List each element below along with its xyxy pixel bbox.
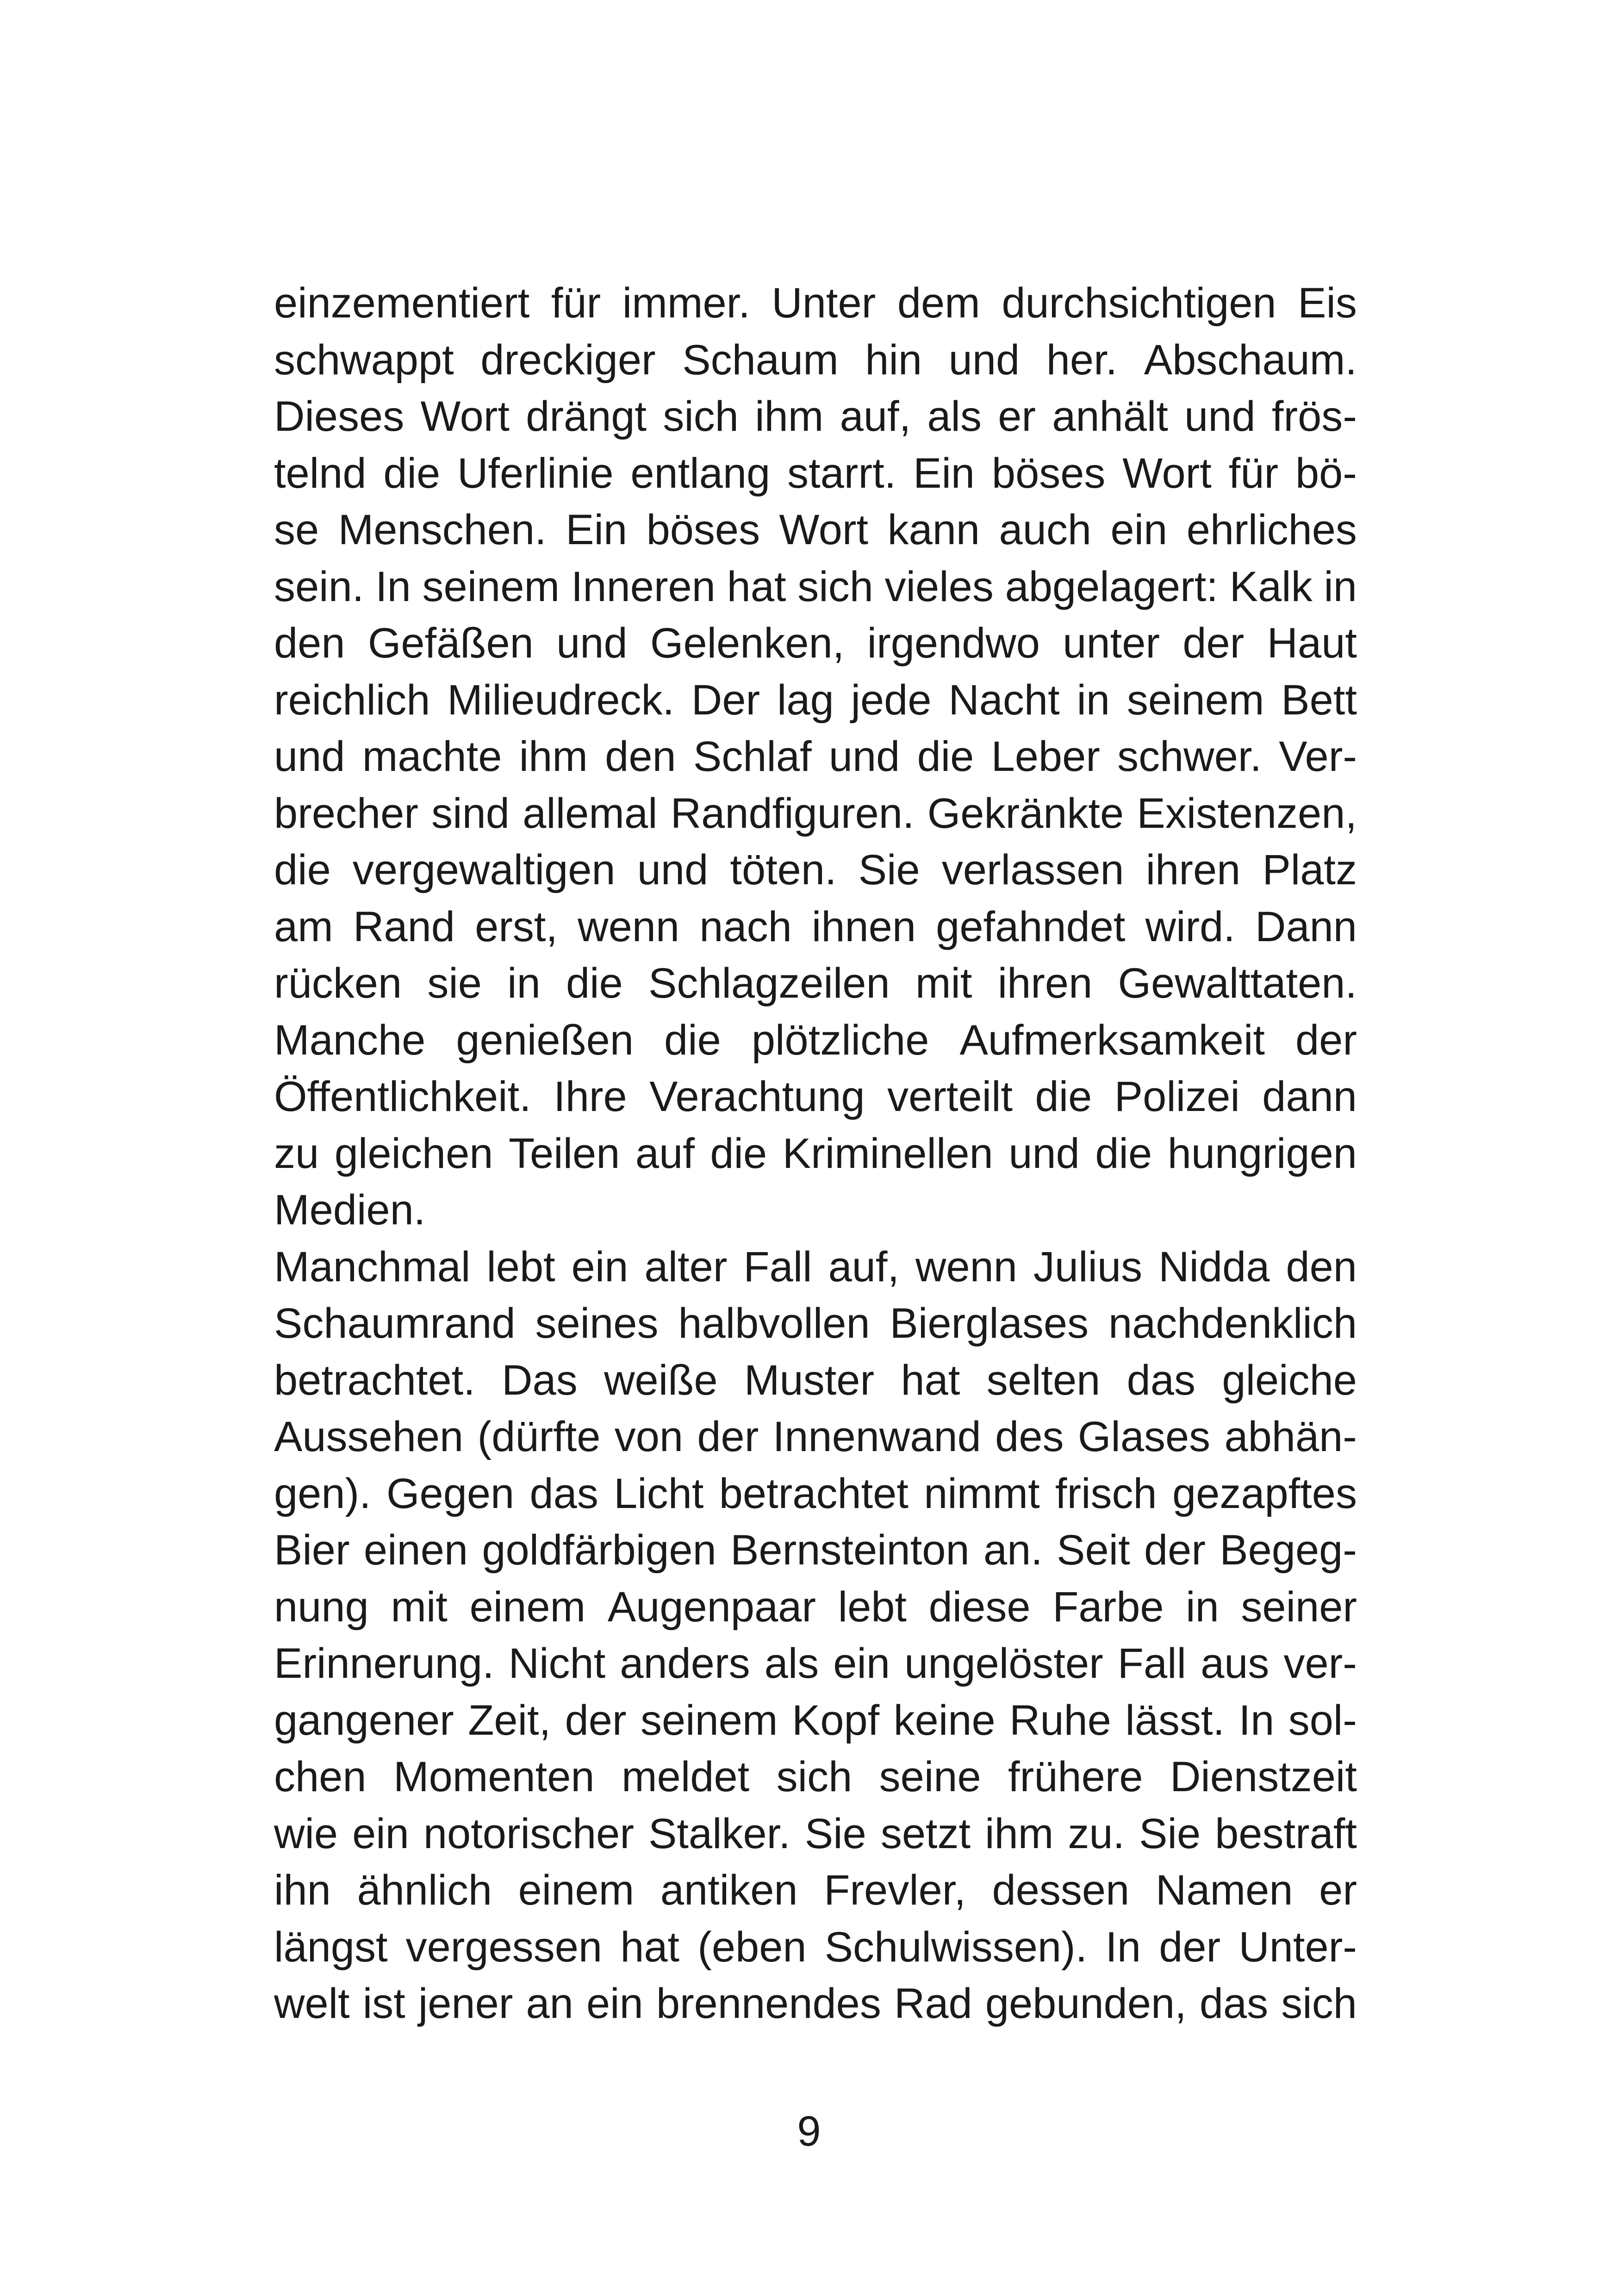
word: meldet bbox=[622, 1753, 750, 1800]
word: Schulwissen). bbox=[824, 1923, 1088, 1971]
word: Ver- bbox=[1279, 733, 1357, 780]
word: gleichen bbox=[334, 1129, 493, 1177]
word: lag bbox=[777, 676, 834, 724]
word: Ein bbox=[566, 506, 628, 553]
word: längst bbox=[274, 1923, 388, 1971]
word: ehrliches bbox=[1186, 506, 1357, 553]
word: zu bbox=[274, 1129, 319, 1177]
word: entlang bbox=[630, 449, 771, 497]
word: Leber bbox=[991, 733, 1100, 780]
word: er bbox=[998, 393, 1036, 440]
word: auf bbox=[635, 1129, 695, 1177]
word: se bbox=[274, 506, 319, 553]
text-line bbox=[274, 275, 1357, 332]
word: einem bbox=[518, 1867, 635, 1914]
word: kann bbox=[887, 506, 980, 553]
text-line bbox=[274, 785, 1357, 842]
word: notorischer bbox=[423, 1810, 634, 1857]
word: Ein bbox=[913, 449, 975, 497]
word: Gegen bbox=[386, 1470, 515, 1517]
word: am bbox=[274, 903, 333, 950]
word: die bbox=[383, 449, 441, 497]
word: hungrigen bbox=[1167, 1129, 1357, 1177]
word: Frevler, bbox=[824, 1867, 966, 1914]
word: Randfiguren. bbox=[670, 789, 915, 837]
word: Gefäßen bbox=[367, 620, 534, 667]
word: frisch bbox=[1055, 1470, 1157, 1517]
word: und bbox=[1184, 393, 1256, 440]
text-line bbox=[274, 332, 1357, 389]
word: böses bbox=[991, 449, 1106, 497]
word: die bbox=[274, 846, 331, 894]
word: unter bbox=[1063, 620, 1160, 667]
word: Gekränkte bbox=[927, 789, 1124, 837]
word: ihm bbox=[985, 1810, 1054, 1857]
word: her. bbox=[1046, 336, 1118, 384]
word: Bett bbox=[1281, 676, 1357, 724]
word: und bbox=[637, 846, 709, 894]
word: Eis bbox=[1298, 279, 1357, 327]
word: Sie bbox=[1139, 1810, 1201, 1857]
word: für bbox=[551, 279, 601, 327]
word: Wort bbox=[779, 506, 869, 553]
text-line bbox=[274, 1975, 1357, 2032]
word: brecher bbox=[274, 789, 418, 837]
word: als bbox=[764, 1640, 819, 1687]
word: Ihre bbox=[554, 1073, 627, 1120]
word: irgendwo bbox=[867, 620, 1040, 667]
word: der bbox=[1295, 1016, 1357, 1064]
word: Dann bbox=[1255, 903, 1357, 950]
word: ein bbox=[833, 1640, 890, 1687]
text-line bbox=[274, 1635, 1357, 1692]
word: das bbox=[529, 1470, 598, 1517]
word: an. bbox=[983, 1527, 1043, 1574]
word: allemal bbox=[523, 789, 658, 837]
word: aus bbox=[1201, 1640, 1270, 1687]
word: wenn bbox=[915, 1243, 1017, 1291]
word: wenn bbox=[578, 903, 680, 950]
word: Aussehen bbox=[274, 1413, 464, 1460]
text-line bbox=[274, 1749, 1357, 1806]
word: Uferlinie bbox=[457, 449, 614, 497]
word: Muster bbox=[744, 1356, 875, 1404]
word: Begeg- bbox=[1220, 1527, 1357, 1574]
word: der bbox=[697, 1413, 759, 1460]
word: Milieudreck. bbox=[447, 676, 675, 724]
word: lässt. bbox=[1125, 1696, 1225, 1744]
word: Manchmal bbox=[274, 1243, 471, 1291]
word: die bbox=[664, 1016, 721, 1064]
word: mit bbox=[391, 1583, 448, 1631]
word: gebunden, bbox=[985, 1980, 1187, 2027]
word: ein bbox=[352, 1810, 409, 1857]
word: Nidda bbox=[1158, 1243, 1270, 1291]
word: Polizei bbox=[1114, 1073, 1240, 1120]
word: seines bbox=[535, 1300, 659, 1347]
word: Kalk bbox=[1229, 563, 1313, 610]
word: ihnen bbox=[811, 903, 916, 950]
word: Inneren bbox=[571, 563, 716, 610]
word: ihren bbox=[1145, 846, 1241, 894]
word: gefahndet bbox=[936, 903, 1126, 950]
word: Momenten bbox=[393, 1753, 595, 1800]
word: dessen bbox=[992, 1867, 1130, 1914]
word: ist bbox=[362, 1980, 405, 2027]
word: Farbe bbox=[1052, 1583, 1164, 1631]
word: Seit bbox=[1057, 1527, 1130, 1574]
word: auf, bbox=[840, 393, 911, 440]
word: anhält bbox=[1052, 393, 1168, 440]
word: Augenpaar bbox=[607, 1583, 816, 1631]
word: abhän- bbox=[1224, 1413, 1357, 1460]
word: nachdenklich bbox=[1108, 1300, 1357, 1347]
word: bestraft bbox=[1215, 1810, 1357, 1857]
word: zu. bbox=[1068, 1810, 1125, 1857]
word: die bbox=[1095, 1129, 1152, 1177]
word: diese bbox=[928, 1583, 1031, 1631]
word: Platz bbox=[1262, 846, 1357, 894]
word: chen bbox=[274, 1753, 367, 1800]
word: In bbox=[1238, 1696, 1275, 1744]
word: telnd bbox=[274, 449, 367, 497]
word: ähnlich bbox=[357, 1867, 492, 1914]
word: in bbox=[507, 960, 541, 1007]
word: Sie bbox=[804, 1810, 866, 1857]
word: und bbox=[274, 733, 345, 780]
word: seinem bbox=[1126, 676, 1264, 724]
word: den bbox=[274, 620, 345, 667]
word: Schlagzeilen bbox=[648, 960, 890, 1007]
word: plötzliche bbox=[751, 1016, 929, 1064]
word: halbvollen bbox=[678, 1300, 870, 1347]
word: und bbox=[828, 733, 900, 780]
word: Kopf bbox=[791, 1696, 880, 1744]
word: ver- bbox=[1283, 1640, 1357, 1687]
text-line bbox=[274, 1125, 1357, 1182]
word: Das bbox=[502, 1356, 578, 1404]
word: ein bbox=[571, 1243, 629, 1291]
word: hat bbox=[620, 1923, 680, 1971]
text-line bbox=[274, 1295, 1357, 1352]
text-line bbox=[274, 1919, 1357, 1976]
word: Glases bbox=[1077, 1413, 1211, 1460]
word: gangener bbox=[274, 1696, 454, 1744]
word: töten. bbox=[730, 846, 837, 894]
word: schwappt bbox=[274, 336, 454, 384]
text-line bbox=[274, 1692, 1357, 1749]
word: Unter bbox=[772, 279, 876, 327]
word: den bbox=[1286, 1243, 1357, 1291]
word: hat bbox=[727, 563, 786, 610]
word: Wort bbox=[1122, 449, 1212, 497]
word: sein. bbox=[274, 563, 364, 610]
word: Verachtung bbox=[649, 1073, 865, 1120]
word: seinem bbox=[640, 1696, 778, 1744]
word: sol- bbox=[1288, 1696, 1357, 1744]
word: Rand bbox=[353, 903, 455, 950]
text-line bbox=[274, 955, 1357, 1012]
word: und bbox=[556, 620, 628, 667]
word: seine bbox=[879, 1753, 981, 1800]
text-line bbox=[274, 502, 1357, 558]
word: Licht bbox=[614, 1470, 704, 1517]
word: bö- bbox=[1295, 449, 1357, 497]
word: verteilt bbox=[887, 1073, 1013, 1120]
word: Bierglases bbox=[890, 1300, 1089, 1347]
word: (dürfte bbox=[477, 1413, 601, 1460]
word: und bbox=[1008, 1129, 1080, 1177]
word: Haut bbox=[1267, 620, 1357, 667]
text-line bbox=[274, 1522, 1357, 1579]
word: weiße bbox=[604, 1356, 718, 1404]
word: nimmt bbox=[924, 1470, 1040, 1517]
word: Abschaum. bbox=[1144, 336, 1357, 384]
text-line bbox=[274, 445, 1357, 502]
word: ihn bbox=[274, 1867, 331, 1914]
word: durchsichtigen bbox=[1002, 279, 1276, 327]
word: ihm bbox=[755, 393, 824, 440]
text-line bbox=[274, 1352, 1357, 1409]
word: den bbox=[605, 733, 676, 780]
text-line bbox=[274, 899, 1357, 956]
word: ihm bbox=[519, 733, 588, 780]
text-line bbox=[274, 1862, 1357, 1919]
text-line bbox=[274, 728, 1357, 785]
word: lebt bbox=[486, 1243, 555, 1291]
word: Wort bbox=[420, 393, 510, 440]
word: Gelenken, bbox=[650, 620, 845, 667]
word: anders bbox=[620, 1640, 750, 1687]
word: sich bbox=[1281, 1980, 1357, 2027]
word: sich bbox=[797, 563, 873, 610]
word: selten bbox=[986, 1356, 1101, 1404]
word: die bbox=[710, 1129, 767, 1177]
word: betrachtet bbox=[719, 1470, 909, 1517]
word: Dienstzeit bbox=[1170, 1753, 1357, 1800]
text-line bbox=[274, 1012, 1357, 1069]
word: der bbox=[1182, 620, 1245, 667]
word: einen bbox=[363, 1527, 468, 1574]
text-line bbox=[274, 1068, 1357, 1125]
word: Julius bbox=[1033, 1243, 1143, 1291]
word: jede bbox=[851, 676, 932, 724]
word: antiken bbox=[660, 1867, 798, 1914]
page-number: 9 bbox=[797, 2108, 821, 2155]
word: wird. bbox=[1145, 903, 1235, 950]
word: goldfärbigen bbox=[482, 1527, 716, 1574]
word: abgelagert: bbox=[1005, 563, 1218, 610]
word: jener bbox=[418, 1980, 513, 2027]
word: nach bbox=[699, 903, 792, 950]
text-line bbox=[274, 1579, 1357, 1636]
text-line bbox=[274, 842, 1357, 899]
word: in bbox=[1077, 676, 1110, 724]
word: Nacht bbox=[948, 676, 1060, 724]
word: Medien. bbox=[274, 1186, 426, 1234]
word: Existenzen, bbox=[1137, 789, 1357, 837]
word: an bbox=[526, 1980, 573, 2027]
text-line bbox=[274, 1182, 1357, 1239]
word: er bbox=[1319, 1867, 1357, 1914]
word: dann bbox=[1262, 1073, 1357, 1120]
word: Sie bbox=[858, 846, 920, 894]
word: Bernsteinton bbox=[730, 1527, 970, 1574]
word: Ruhe bbox=[1009, 1696, 1111, 1744]
word: Zeit, bbox=[468, 1696, 551, 1744]
word: Bier bbox=[274, 1527, 350, 1574]
word: Rad bbox=[894, 1980, 972, 2027]
word: böses bbox=[646, 506, 760, 553]
word: als bbox=[927, 393, 982, 440]
text-line bbox=[274, 672, 1357, 729]
word: Fall bbox=[743, 1243, 812, 1291]
word: Namen bbox=[1155, 1867, 1293, 1914]
word: Unter- bbox=[1238, 1923, 1357, 1971]
word: Aufmerksamkeit bbox=[959, 1016, 1265, 1064]
word: das bbox=[1126, 1356, 1196, 1404]
text-line bbox=[274, 558, 1357, 615]
word: vergessen bbox=[405, 1923, 603, 1971]
word: immer. bbox=[622, 279, 750, 327]
word: starrt. bbox=[787, 449, 896, 497]
word: sie bbox=[427, 960, 482, 1007]
word: frös- bbox=[1271, 393, 1357, 440]
word: verlassen bbox=[941, 846, 1124, 894]
word: machte bbox=[362, 733, 502, 780]
word: seiner bbox=[1241, 1583, 1357, 1631]
text-line bbox=[274, 615, 1357, 672]
word: einem bbox=[469, 1583, 586, 1631]
word: Schaum bbox=[682, 336, 839, 384]
body-text bbox=[274, 275, 1357, 2032]
word: brennendes bbox=[656, 1980, 881, 2027]
word: (eben bbox=[697, 1923, 807, 1971]
word: gleiche bbox=[1222, 1356, 1357, 1404]
word: nung bbox=[274, 1583, 369, 1631]
word: Fall bbox=[1117, 1640, 1187, 1687]
word: wie bbox=[274, 1810, 338, 1857]
word: in bbox=[1324, 563, 1357, 610]
text-line bbox=[274, 1806, 1357, 1862]
word: einzementiert bbox=[274, 279, 530, 327]
word: sind bbox=[431, 789, 510, 837]
word: ein bbox=[1110, 506, 1168, 553]
word: der bbox=[1159, 1923, 1221, 1971]
word: Kriminellen bbox=[782, 1129, 993, 1177]
word: keine bbox=[893, 1696, 996, 1744]
word: dem bbox=[897, 279, 980, 327]
word: gezapftes bbox=[1172, 1470, 1357, 1517]
word: gen). bbox=[274, 1470, 371, 1517]
word: hat bbox=[901, 1356, 960, 1404]
word: welt bbox=[274, 1980, 350, 2027]
word: Dieses bbox=[274, 393, 404, 440]
word: Nicht bbox=[508, 1640, 606, 1687]
word: und bbox=[948, 336, 1020, 384]
word: dreckiger bbox=[480, 336, 656, 384]
word: genießen bbox=[456, 1016, 634, 1064]
word: reichlich bbox=[274, 676, 430, 724]
word: das bbox=[1199, 1980, 1269, 2027]
word: in bbox=[1186, 1583, 1219, 1631]
word: In bbox=[375, 563, 411, 610]
word: schwer. bbox=[1117, 733, 1262, 780]
word: frühere bbox=[1008, 1753, 1143, 1800]
word: Teilen bbox=[508, 1129, 620, 1177]
word: Der bbox=[691, 676, 760, 724]
word: alter bbox=[644, 1243, 728, 1291]
word: betrachtet. bbox=[274, 1356, 475, 1404]
word: ein bbox=[586, 1980, 643, 2027]
word: von bbox=[614, 1413, 684, 1460]
word: Schlaf bbox=[693, 733, 812, 780]
word: die bbox=[917, 733, 974, 780]
word: der bbox=[565, 1696, 627, 1744]
word: Gewalttaten. bbox=[1118, 960, 1357, 1007]
word: des bbox=[995, 1413, 1064, 1460]
word: auf, bbox=[828, 1243, 900, 1291]
word: Stalker. bbox=[648, 1810, 790, 1857]
word: Öffentlichkeit. bbox=[274, 1073, 531, 1120]
word: für bbox=[1228, 449, 1279, 497]
word: Manche bbox=[274, 1016, 426, 1064]
word: die bbox=[566, 960, 623, 1007]
word: sich bbox=[776, 1753, 853, 1800]
word: sich bbox=[663, 393, 739, 440]
word: seinem bbox=[422, 563, 560, 610]
text-line bbox=[274, 388, 1357, 445]
word: Schaumrand bbox=[274, 1300, 516, 1347]
word: mit bbox=[915, 960, 972, 1007]
text-line bbox=[274, 1409, 1357, 1465]
word: der bbox=[1144, 1527, 1206, 1574]
word: lebt bbox=[838, 1583, 907, 1631]
word: drängt bbox=[526, 393, 647, 440]
word: ihren bbox=[997, 960, 1093, 1007]
word: vergewaltigen bbox=[352, 846, 616, 894]
word: vieles bbox=[884, 563, 994, 610]
word: In bbox=[1105, 1923, 1141, 1971]
word: setzt bbox=[880, 1810, 971, 1857]
word: ungelöster bbox=[904, 1640, 1103, 1687]
word: hin bbox=[865, 336, 922, 384]
word: Innenwand bbox=[772, 1413, 981, 1460]
word: erst, bbox=[475, 903, 558, 950]
text-line bbox=[274, 1465, 1357, 1522]
word: rücken bbox=[274, 960, 402, 1007]
word: auch bbox=[999, 506, 1092, 553]
text-line bbox=[274, 1239, 1357, 1296]
word: die bbox=[1035, 1073, 1092, 1120]
word: Erinnerung. bbox=[274, 1640, 494, 1687]
word: Menschen. bbox=[338, 506, 547, 553]
